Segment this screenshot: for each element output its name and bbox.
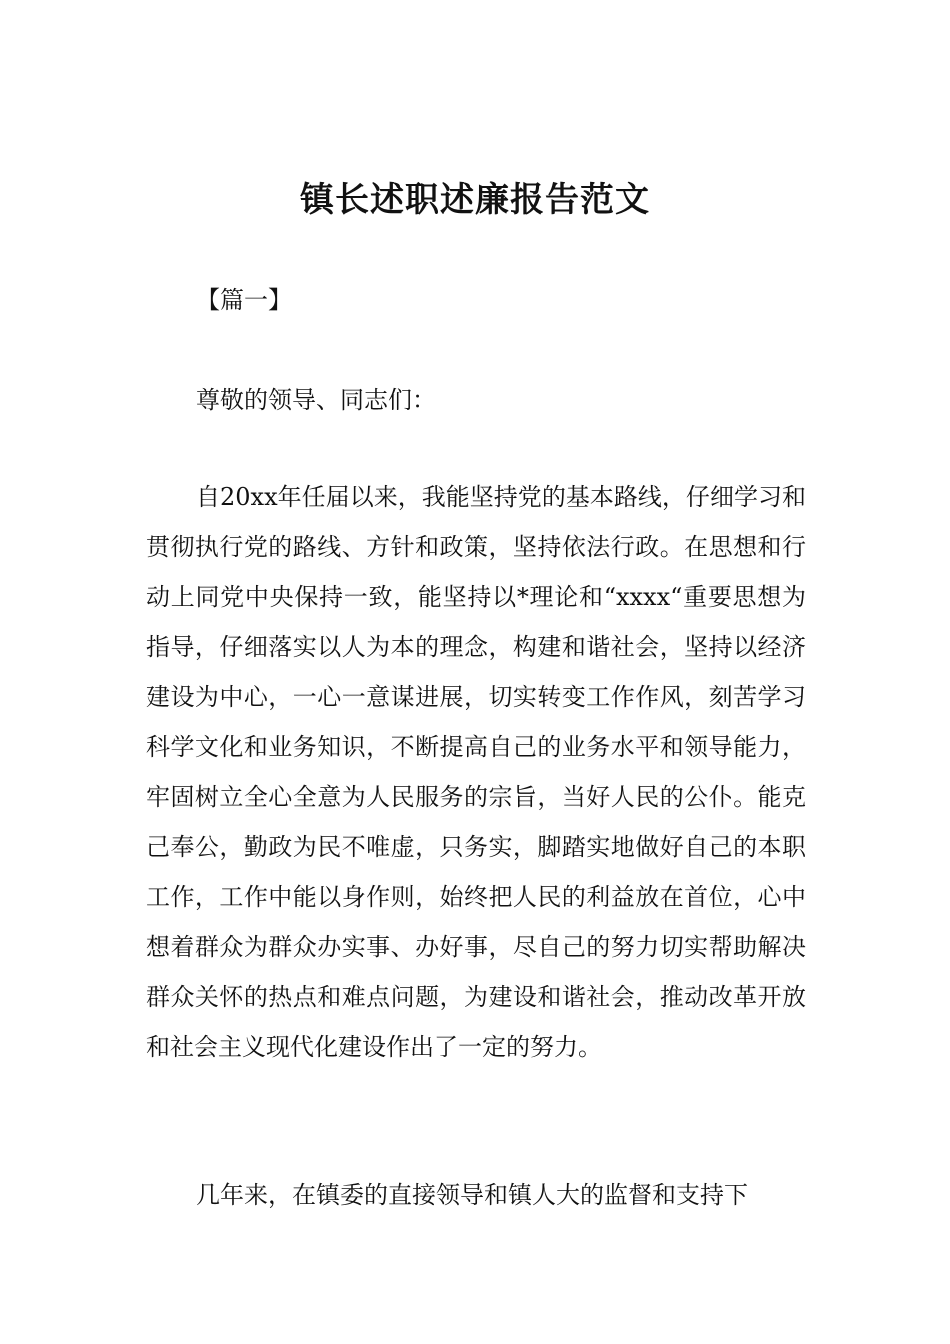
document-title: 镇长述职述廉报告范文 (300, 180, 650, 220)
salutation: 尊敬的领导、同志们： (196, 386, 436, 414)
body-paragraph: 自20xx年任届以来，我能坚持党的基本路线，仔细学习和贯彻执行党的路线、方针和政策，坚持依法行政。在思想和行动上同党中央保持一致，能坚持以*理论和“xxxx“重要思想为指导，仔细落实以人为本的理念，构建和谐社会，坚持以经济建设为中心，一心一意谋进展，切实转变工作作风，刻苦学习科学文化和业务知识，不断提高自己的业务水平和领导能力，牢固树立全心全意为人民服务的宗旨，当好人民的公仆。能克己奉公，勤政为民不唯虚，只务实，脚踏实地做好自己的本职工作，工作中能以身作则，始终把人民的利益放在首位，心中想着群众为群众办实事、办好事，尽自己的努力切实帮助解决群众关怀的热点和难点问题，为建设和谐社会，推动改革开放和社会主义现代化建设作出了一定的努力。 (146, 483, 806, 1061)
section-label: 【篇一】 (196, 286, 292, 314)
body-paragraph: 几年来，在镇委的直接领导和镇人大的监督和支持下 (196, 1181, 748, 1209)
